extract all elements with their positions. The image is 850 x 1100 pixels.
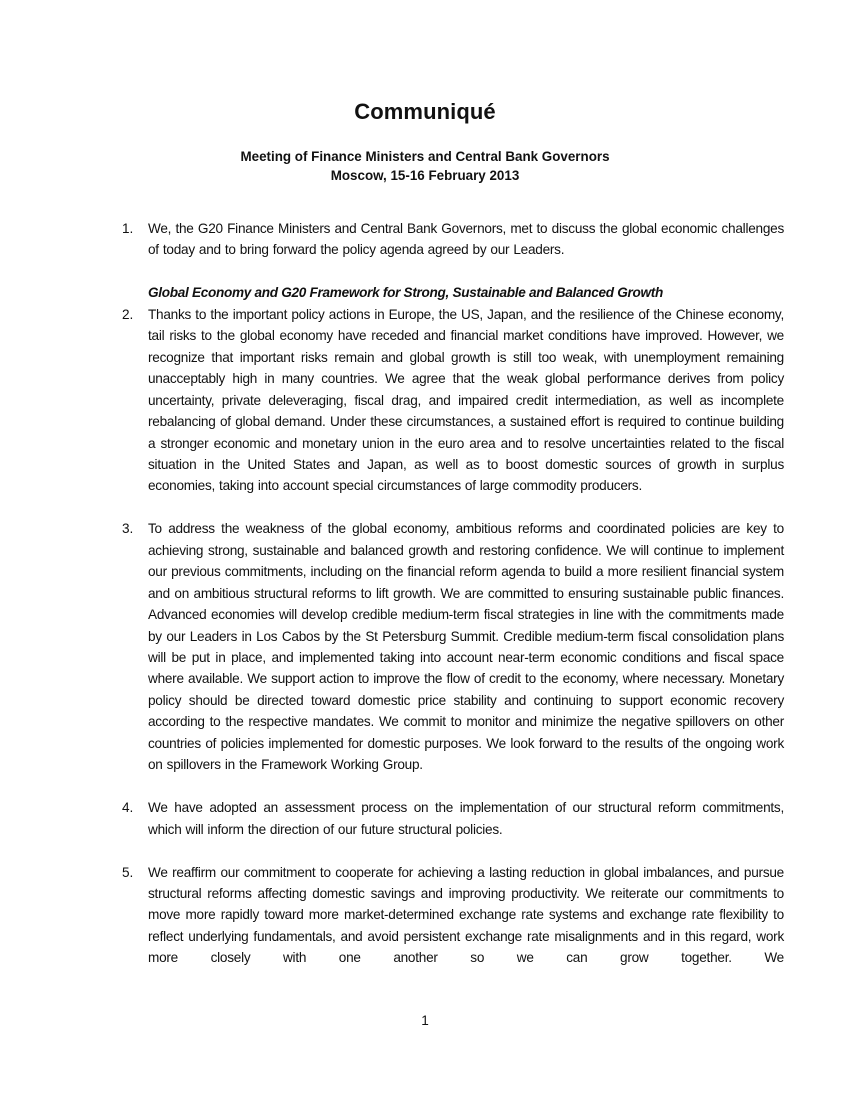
paragraph-text: Thanks to the important policy actions in Europe, the US, Japan, and the resilience of the Chinese economy, tail risks to the global economy have receded and financial market conditions have improved. However, we recognize that important risks remain and global growth is still too weak, with unemployment remaining unacceptably high in many countries. We agree that the weak global performance derives from policy uncertainty, private deleveraging, fiscal drag, and impaired credit intermediation, as well as incomplete rebalancing of global demand. Under these circumstances, a sustained effort is required to continue building a stronger economic and monetary union in the euro area and to resolve uncertainties related to the fiscal situation in the United States and Japan, as well as to boost domestic sources of growth in surplus economies, taking into account special circumstances of large commodity producers.	[148, 306, 784, 494]
paragraph-3	[122, 518, 784, 775]
meeting-subtitle: Meeting of Finance Ministers and Central Bank Governors	[240, 149, 610, 164]
paragraph-number: 5.	[122, 864, 134, 880]
paragraph-2	[122, 304, 784, 497]
paragraph-4	[122, 797, 784, 840]
location-date-subtitle: Moscow, 15-16 February 2013	[330, 168, 520, 183]
page-number: 1	[421, 1013, 429, 1028]
paragraph-text: We, the G20 Finance Ministers and Central Bank Governors, met to discuss the global economic challenges of today and to bring forward the policy agenda agreed by our Leaders.	[148, 221, 784, 258]
numbered-paragraph-list	[122, 218, 784, 969]
section-heading: Global Economy and G20 Framework for Strong, Sustainable and Balanced Growth	[148, 285, 664, 301]
paragraph-text: We have adopted an assessment process on the implementation of our structural reform commitments, which will inform the direction of our future structural policies.	[148, 800, 784, 837]
paragraph-number: 3.	[122, 521, 134, 537]
document-title: Communiqué	[354, 99, 496, 124]
paragraph-1	[122, 218, 784, 261]
paragraph-spacer	[122, 840, 784, 861]
paragraph-spacer	[122, 776, 784, 797]
paragraph-number: 2.	[122, 306, 134, 322]
paragraph-spacer	[122, 261, 784, 282]
paragraph-number: 4.	[122, 800, 134, 816]
paragraph-text: We reaffirm our commitment to cooperate for achieving a lasting reduction in global imbalances, and pursue structural reforms affecting domestic savings and improving productivity. We reiterate our commitments to move more rapidly toward more market-determined exchange rate systems and exchange rate flexibility to reflect underlying fundamentals, and avoid persistent exchange rate misalignments and in this regard, work more closely with one another so we can grow together. We	[148, 864, 784, 966]
paragraph-text: To address the weakness of the global economy, ambitious reforms and coordinated policies are key to achieving strong, sustainable and balanced growth and restoring confidence. We will continue to implement our previous commitments, including on the financial reform agenda to build a more resilient financial system and on ambitious structural reforms to lift growth. We are committed to ensuring sustainable public finances. Advanced economies will develop credible medium-term fiscal strategies in line with the commitments made by our Leaders in Los Cabos by the St Petersburg Summit. Credible medium-term fiscal consolidation plans will be put in place, and implemented taking into account near-term economic conditions and fiscal space where available. We support action to improve the flow of credit to the economy, where necessary. Monetary policy should be directed toward domestic price stability and continuing to support economic recovery according to the respective mandates. We commit to monitor and minimize the negative spillovers on other countries of policies implemented for domestic purposes. We look forward to the results of the ongoing work on spillovers in the Framework Working Group.	[148, 521, 784, 773]
paragraph-spacer	[122, 497, 784, 518]
paragraph-number: 1.	[122, 221, 134, 236]
paragraph-5	[122, 862, 784, 969]
